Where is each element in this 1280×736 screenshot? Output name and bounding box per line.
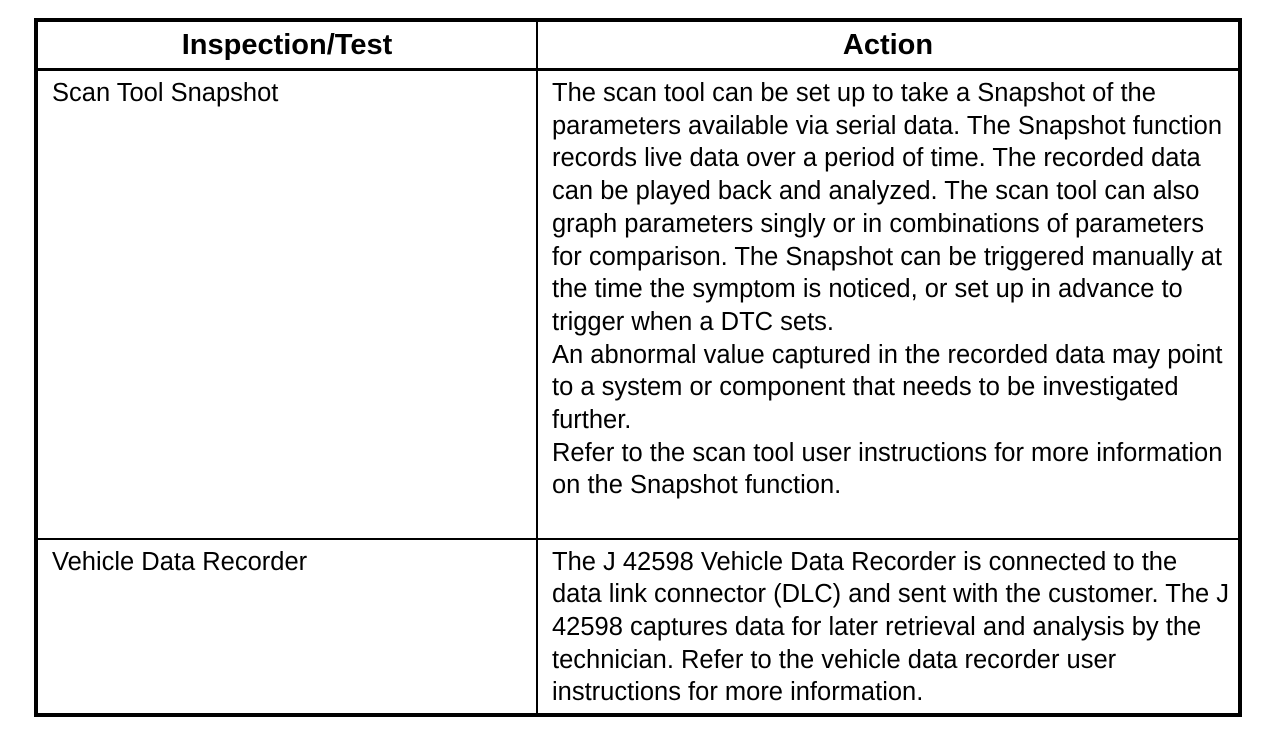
table-header [36, 20, 1240, 70]
inspection-action-table [34, 18, 1242, 717]
header-inspection-test: Inspection/Test [36, 20, 537, 70]
action-cell [537, 539, 1240, 716]
inspection-cell: Vehicle Data Recorder [36, 539, 537, 716]
inspection-cell: Scan Tool Snapshot [36, 70, 537, 539]
table-row [36, 539, 1240, 716]
header-row [36, 20, 1240, 70]
action-cell [537, 70, 1240, 539]
header-action: Action [537, 20, 1240, 70]
action-paragraph: The J 42598 Vehicle Data Recorder is connected to the data link connector (DLC) and sent with the customer. The J 42598 captures data for later retrieval and analysis by the technician. Refer to the vehicle data recorder user instructions for more information. [552, 547, 1230, 707]
action-paragraph: An abnormal value captured in the recorded data may point to a system or component that needs to be investigated further. [552, 340, 1223, 435]
action-paragraph: Refer to the scan tool user instructions for more information on the Snapshot function. [552, 438, 1223, 500]
table-body [36, 70, 1240, 716]
action-paragraph: The scan tool can be set up to take a Snapshot of the parameters available via serial data. The Snapshot function records live data over a period of time. The recorded data can be played back and analyzed. The scan tool can also graph parameters singly or in combinations of parameters for comparison. The Snapshot can be triggered manually at the time the symptom is noticed, or set up in advance to trigger when a DTC sets. [552, 79, 1223, 336]
table-row [36, 70, 1240, 539]
